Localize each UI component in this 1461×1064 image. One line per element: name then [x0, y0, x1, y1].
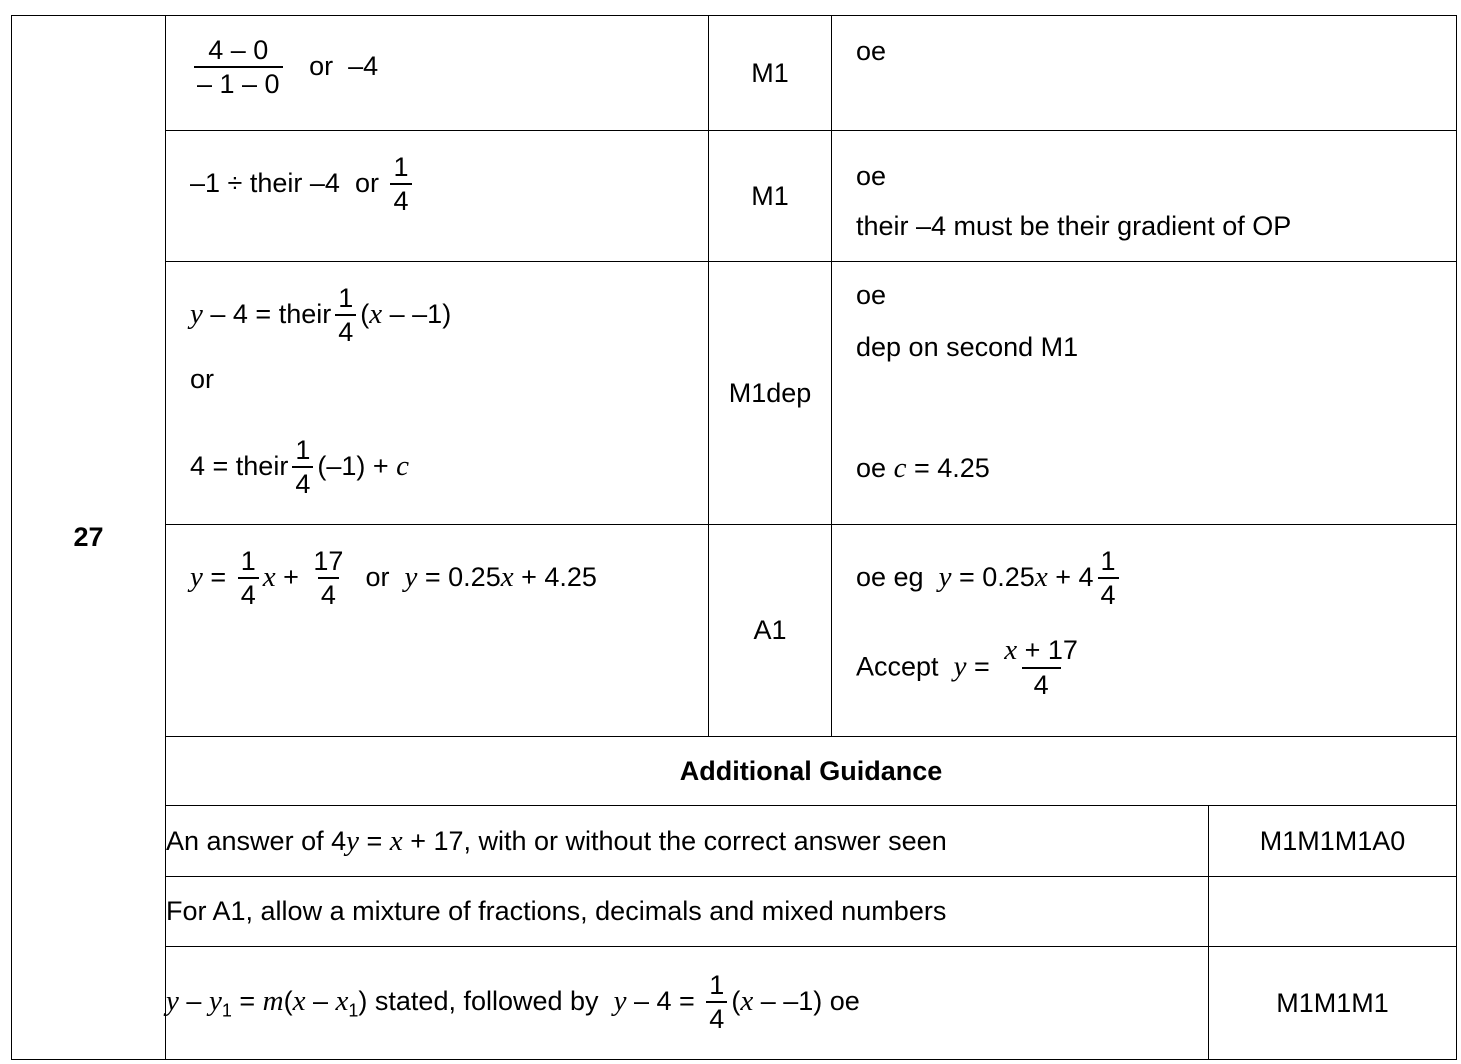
r3-mark: M1dep — [709, 262, 832, 525]
r3-or: or — [190, 364, 215, 394]
g3-open: ( — [283, 986, 293, 1017]
g3-x: x — [292, 985, 306, 1018]
g3-y1: y — [208, 985, 222, 1018]
r3-comment-3b: = 4.25 — [913, 453, 990, 483]
r2-frac-den: 4 — [390, 183, 411, 217]
g2-text: For A1, allow a mixture of fractions, decimals and mixed numbers — [166, 877, 1209, 947]
g3-m: m — [262, 985, 284, 1018]
r4-rest: = 0.25 — [424, 562, 501, 593]
r4-rest2: + 4.25 — [521, 562, 597, 593]
r1-mark: M1 — [709, 16, 832, 131]
g3-sub2: 1 — [348, 1000, 359, 1021]
g3-x1: x — [335, 985, 349, 1018]
g3-eq: = — [239, 986, 256, 1017]
r2-frac-num: 1 — [393, 152, 409, 182]
r3-frac2-num: 1 — [295, 435, 311, 465]
r4-method — [166, 525, 709, 737]
g3-x2: x — [740, 985, 754, 1018]
g3-open2: ( — [731, 986, 741, 1017]
g3-y: y — [166, 985, 179, 1018]
g3-yb: y — [613, 985, 627, 1018]
g1-mark: M1M1M1A0 — [1209, 806, 1457, 877]
g3-fraction — [706, 971, 727, 1035]
r2-comment-2: their –4 must be their gradient of OP — [856, 211, 1292, 241]
g3-minus: – — [186, 986, 202, 1017]
r4-c1-fn: 1 — [1100, 546, 1116, 576]
r1-fraction — [194, 36, 283, 100]
r4-y: y — [190, 561, 203, 594]
r3-c: c — [396, 450, 410, 483]
g1-a: An answer of 4 — [166, 825, 347, 856]
r3-comment-cell — [832, 262, 1457, 525]
g3-fd: 4 — [706, 1001, 727, 1035]
r2-mark: M1 — [709, 131, 832, 262]
r3-comment-3a: oe — [856, 453, 887, 483]
r3-part2: – –1) — [389, 299, 452, 330]
r4-f1-den: 4 — [238, 577, 259, 611]
g3-tail2: – –1) oe — [760, 986, 860, 1017]
r4-c2-eq: = — [973, 651, 990, 682]
r4-c1-fraction — [1098, 547, 1119, 611]
r3-open: ( — [360, 299, 370, 330]
r3-part1: – 4 = their — [210, 299, 332, 330]
r3-line3a: 4 = their — [190, 451, 289, 482]
r4-c2-y: y — [953, 650, 967, 683]
r1-or: or — [309, 51, 334, 82]
r4-fraction-2 — [310, 547, 346, 611]
g1-y: y — [346, 824, 359, 857]
r4-x: x — [262, 561, 276, 594]
r4-c2-num-x: x — [1004, 634, 1018, 666]
r4-c1-fd: 4 — [1098, 577, 1119, 611]
r3-comment-2: dep on second M1 — [856, 332, 1079, 362]
r4-comment-cell — [832, 525, 1457, 737]
g3-fn: 1 — [709, 969, 725, 1000]
r3-frac-den: 4 — [335, 314, 356, 348]
g3-sub1: 1 — [221, 1000, 232, 1021]
g3-close: ) stated, followed by — [358, 986, 599, 1017]
g3-minus2: – — [312, 986, 329, 1017]
r1-method — [166, 16, 709, 131]
r4-f2-num: 17 — [313, 546, 344, 576]
r4-c1-x: x — [1034, 561, 1048, 594]
r4-plus: + — [283, 562, 299, 593]
r3-fraction — [335, 284, 356, 348]
r4-or: or — [365, 562, 390, 593]
r4-f2-den: 4 — [318, 577, 339, 611]
r1-frac-den: – 1 – 0 — [194, 66, 283, 100]
r2-comment-1: oe — [856, 161, 887, 191]
r4-eq: = — [210, 562, 227, 593]
r4-c2-num — [1001, 635, 1081, 667]
r4-y2: y — [404, 561, 418, 594]
r2-or: or — [354, 168, 379, 199]
g3-mark: M1M1M1 — [1209, 947, 1457, 1060]
r4-c2-prefix: Accept — [856, 651, 939, 682]
r4-c2-fraction — [1001, 635, 1081, 701]
r2-lead: –1 ÷ their –4 — [190, 168, 340, 199]
r3-y: y — [190, 298, 203, 331]
r3-x: x — [369, 298, 383, 331]
r2-method — [166, 131, 709, 262]
r1-frac-num: 4 – 0 — [208, 35, 269, 65]
r4-c1-mid: = 0.25 — [958, 562, 1035, 593]
r3-line3b: (–1) + — [317, 451, 389, 482]
g1-x: x — [389, 824, 403, 857]
r3-comment-3c: c — [893, 452, 907, 484]
g1-text — [166, 806, 1209, 877]
g3-text — [166, 947, 1209, 1060]
g3-tail: – 4 = — [633, 986, 695, 1017]
r4-f1-num: 1 — [240, 546, 256, 576]
r4-c2-num-rest: + 17 — [1024, 635, 1078, 665]
r4-c2-den: 4 — [1022, 667, 1061, 701]
r1-comment-cell — [832, 16, 1457, 131]
r4-c1-tail: + 4 — [1055, 562, 1094, 593]
r4-c1-y: y — [938, 561, 952, 594]
r3-comment-1: oe — [856, 280, 887, 310]
r2-comment-cell — [832, 131, 1457, 262]
g1-c: + 17, with or without the correct answer seen — [410, 825, 947, 856]
r1-alt: –4 — [348, 51, 379, 82]
g1-b: = — [366, 825, 383, 856]
r4-c1-prefix: oe eg — [856, 562, 924, 593]
r4-fraction-1 — [238, 547, 259, 611]
r3-fraction-2 — [292, 436, 313, 500]
r3-frac2-den: 4 — [292, 466, 313, 500]
r4-x2: x — [500, 561, 514, 594]
r1-comment: oe — [856, 36, 887, 66]
guidance-heading: Additional Guidance — [166, 737, 1457, 806]
r2-fraction — [390, 153, 411, 217]
mark-scheme-table — [11, 15, 1457, 1060]
r3-frac-num: 1 — [338, 283, 354, 313]
r4-mark: A1 — [709, 525, 832, 737]
r3-method — [166, 262, 709, 525]
question-number: 27 — [12, 16, 166, 1060]
g2-mark — [1209, 877, 1457, 947]
